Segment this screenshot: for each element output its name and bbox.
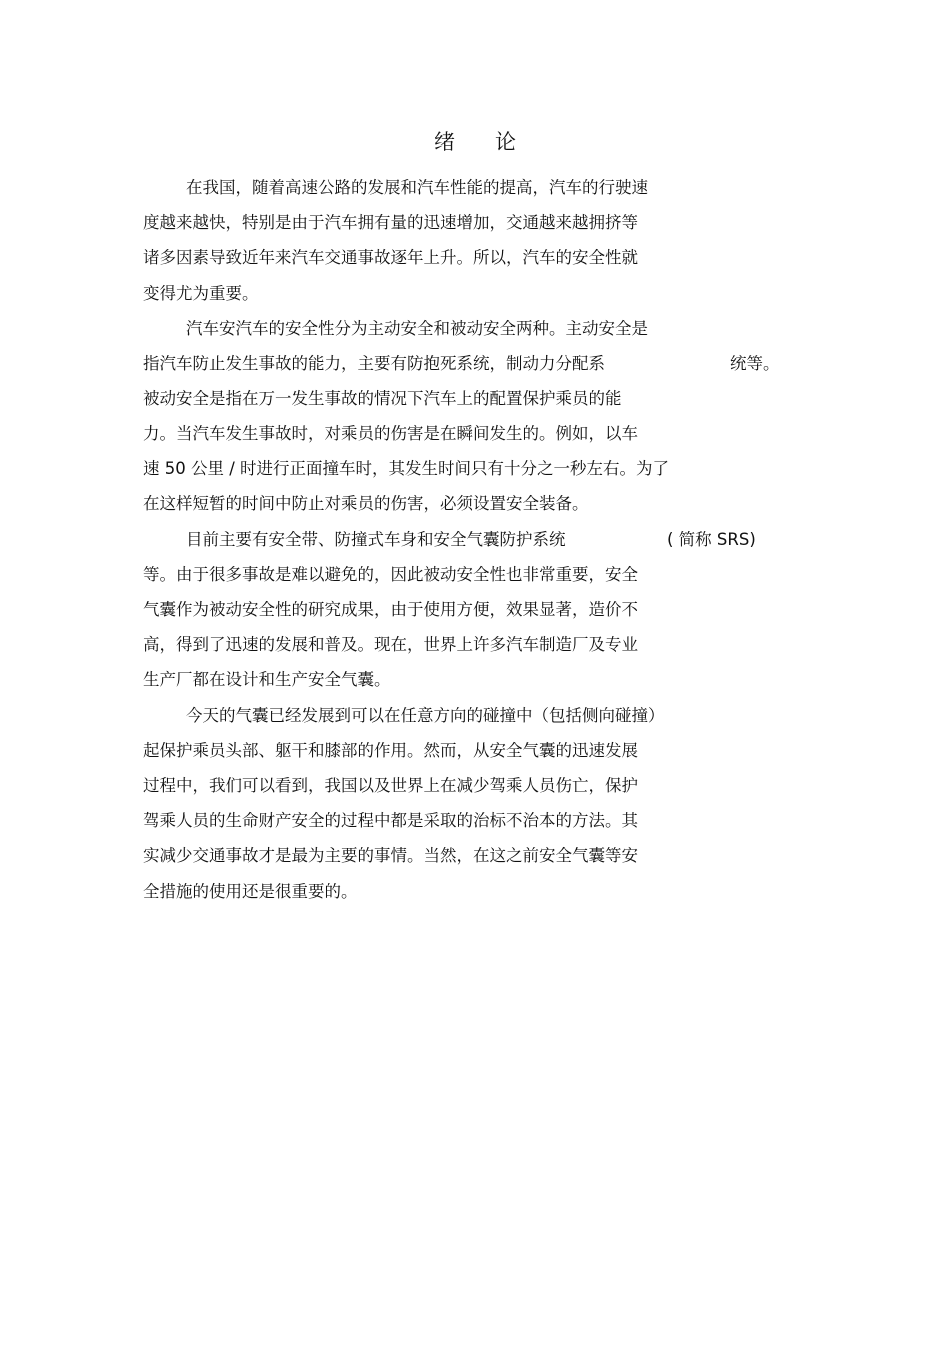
- paragraph-2-line-2-tail: 统等。: [730, 354, 780, 373]
- paragraph-4-line-3: 过程中，我们可以看到，我国以及世界上在减少驾乘人员伤亡，保护: [143, 776, 638, 795]
- title-char-2: 论: [495, 130, 516, 154]
- paragraph-2-line-2: 指汽车防止发生事故的能力，主要有防抱死系统，制动力分配系: [143, 354, 605, 373]
- paragraph-1-line-2: 度越来越快，特别是由于汽车拥有量的迅速增加，交通越来越拥挤等: [143, 213, 638, 232]
- paragraph-1-line-1: 在我国，随着高速公路的发展和汽车性能的提高，汽车的行驶速: [186, 178, 648, 197]
- paragraph-4-line-1: 今天的气囊已经发展到可以在任意方向的碰撞中（包括侧向碰撞）: [186, 706, 665, 725]
- paragraph-4-line-6: 全措施的使用还是很重要的。: [143, 882, 358, 901]
- paragraph-2-line-4: 力。当汽车发生事故时，对乘员的伤害是在瞬间发生的。例如，以车: [143, 424, 638, 443]
- paragraph-4-line-5: 实减少交通事故才是最为主要的事情。当然，在这之前安全气囊等安: [143, 846, 638, 865]
- paragraph-3-line-3: 气囊作为被动安全性的研究成果，由于使用方便，效果显著，造价不: [143, 600, 638, 619]
- paragraph-3-line-1: 目前主要有安全带、防撞式车身和安全气囊防护系统: [186, 530, 566, 549]
- paragraph-3-line-5: 生产厂都在设计和生产安全气囊。: [143, 670, 391, 689]
- page-title: [0, 128, 950, 156]
- paragraph-4-line-2: 起保护乘员头部、躯干和膝部的作用。然而，从安全气囊的迅速发展: [143, 741, 638, 760]
- title-char-1: 绪: [434, 130, 455, 154]
- paragraph-2-line-1: 汽车安汽车的安全性分为主动安全和被动安全两种。主动安全是: [186, 319, 648, 338]
- paragraph-4-line-4: 驾乘人员的生命财产安全的过程中都是采取的治标不治本的方法。其: [143, 811, 638, 830]
- paragraph-3-line-2: 等。由于很多事故是难以避免的，因此被动安全性也非常重要，安全: [143, 565, 638, 584]
- paragraph-2-line-3: 被动安全是指在万一发生事故的情况下汽车上的配置保护乘员的能: [143, 389, 622, 408]
- paragraph-1-line-3: 诸多因素导致近年来汽车交通事故逐年上升。所以，汽车的安全性就: [143, 248, 638, 267]
- paragraph-2-line-6: 在这样短暂的时间中防止对乘员的伤害，必须设置安全装备。: [143, 494, 589, 513]
- paragraph-2-line-5: 速 50 公里 / 时进行正面撞车时，其发生时间只有十分之一秒左右。为了: [143, 459, 670, 478]
- paragraph-3-line-4: 高，得到了迅速的发展和普及。现在，世界上许多汽车制造厂及专业: [143, 635, 638, 654]
- paragraph-1-line-4: 变得尤为重要。: [143, 284, 259, 303]
- paragraph-3-line-1-tail: ( 简称 SRS): [667, 530, 756, 549]
